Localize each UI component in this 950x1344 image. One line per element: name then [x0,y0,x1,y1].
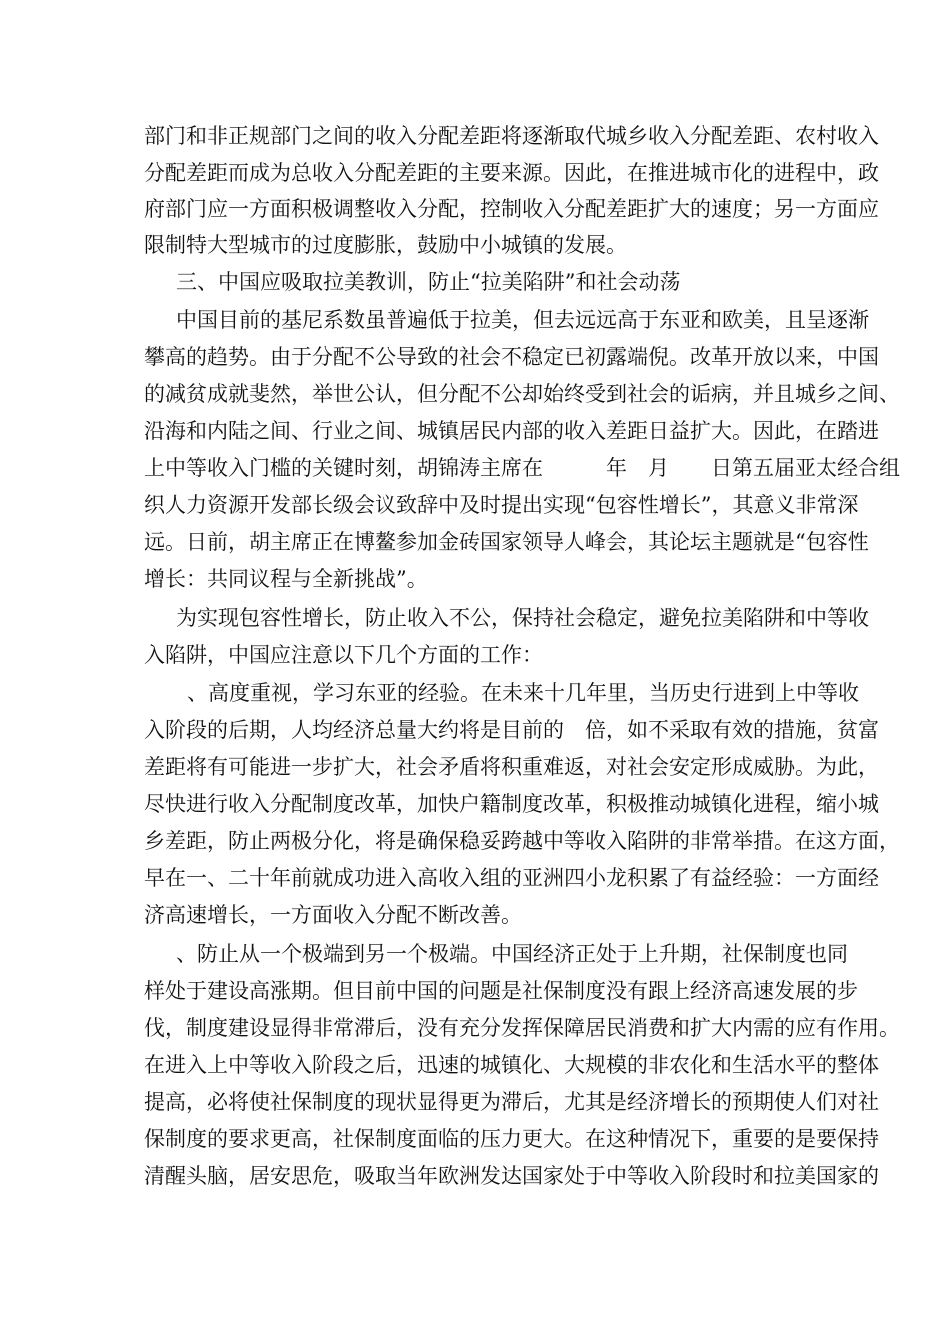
text-line: 织人力资源开发部长级会议致辞中及时提出实现“包容性增长”，其意义非常深 [144,493,859,517]
section-heading: 三、中国应吸取拉美教训，防止“拉美陷阱”和社会动荡 [176,270,681,294]
text-line: 为实现包容性增长，防止收入不公，保持社会稳定，避免拉美陷阱和中等收 [176,606,869,630]
text-line: 济高速增长，一方面收入分配不断改善。 [144,903,522,927]
text-line: 府部门应一方面积极调整收入分配，控制收入分配差距扩大的速度；另一方面应 [144,197,879,221]
text-line: 提高，必将使社保制度的现状显得更为滞后，尤其是经济增长的预期使人们对社 [144,1090,879,1114]
text-line: 限制特大型城市的过度膨胀，鼓励中小城镇的发展。 [144,233,627,257]
text-line: 远。日前，胡主席正在博鳌参加金砖国家领导人峰会，其论坛主题就是“包容性 [144,530,869,554]
text-line: 沿海和内陆之间、行业之间、城镇居民内部的收入差距日益扩大。因此，在踏进 [144,419,879,443]
text-line: 伐，制度建设显得非常滞后，没有充分发挥保障居民消费和扩大内需的应有作用。 [144,1016,900,1040]
text-line: 分配差距而成为总收入分配差距的主要来源。因此，在推进城市化的进程中，政 [144,161,879,185]
text-line: 中国目前的基尼系数虽普遍低于拉美，但去远远高于东亚和欧美，且呈逐渐 [176,308,869,332]
text-line: 、高度重视，学习东亚的经验。在未来十几年里，当历史行进到上中等收 [187,681,859,705]
text-line: 早在一、二十年前就成功进入高收入组的亚洲四小龙积累了有益经验：一方面经 [144,866,879,890]
text-line: 差距将有可能进一步扩大，社会矛盾将积重难返，对社会安定形成威胁。为此， [144,755,879,779]
text-line: 保制度的要求更高，社保制度面临的压力更大。在这种情况下，重要的是要保持 [144,1127,879,1151]
text-line: 的减贫成就斐然，举世公认，但分配不公却始终受到社会的诟病，并且城乡之间、 [144,382,900,406]
text-line: 样处于建设高涨期。但目前中国的问题是社保制度没有跟上经济高速发展的步 [144,979,858,1003]
text-line: 在进入上中等收入阶段之后，迅速的城镇化、大规模的非农化和生活水平的整体 [144,1053,879,1077]
text-line: 增长：共同议程与全新挑战”。 [144,567,428,591]
text-line: 部门和非正规部门之间的收入分配差距将逐渐取代城乡收入分配差距、农村收入 [144,124,879,148]
text-line: 入阶段的后期，人均经济总量大约将是目前的 倍，如不采取有效的措施，贫富 [144,718,879,742]
text-line: 清醒头脑，居安思危，吸取当年欧洲发达国家处于中等收入阶段时和拉美国家的 [144,1164,879,1188]
text-line: 尽快进行收入分配制度改革，加快户籍制度改革，积极推动城镇化进程，缩小城 [144,792,879,816]
text-line: 攀高的趋势。由于分配不公导致的社会不稳定已初露端倪。改革开放以来，中国 [144,345,879,369]
text-line: 乡差距，防止两极分化，将是确保稳妥跨越中等收入陷阱的非常举措。在这方面， [144,829,900,853]
text-line: 、防止从一个极端到另一个极端。中国经济正处于上升期，社保制度也同 [176,942,848,966]
text-line: 上中等收入门槛的关键时刻，胡锦涛主席在 年 月 日第五届亚太经合组 [144,456,900,480]
text-line: 入陷阱，中国应注意以下几个方面的工作： [144,643,543,667]
